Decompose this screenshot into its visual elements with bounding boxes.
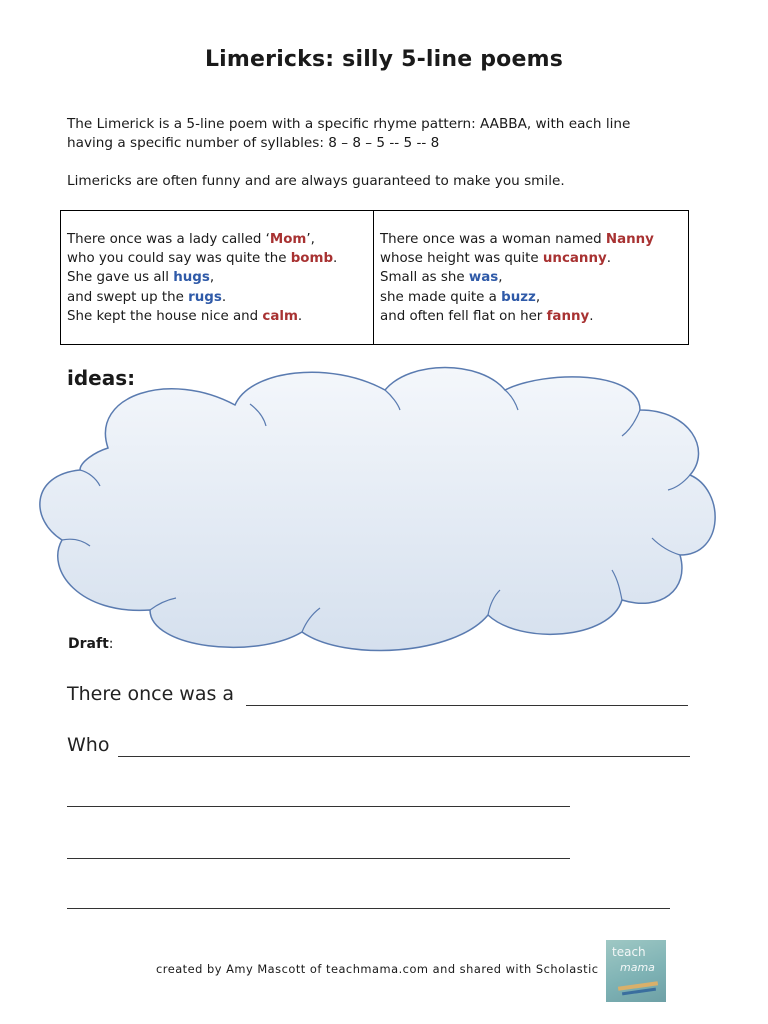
intro-line-3: Limericks are often funny and are always guaranteed to make you smile.: [67, 173, 565, 189]
rhyme-word: rugs: [188, 289, 222, 305]
rhyme-word: calm: [262, 308, 298, 324]
draft-line-5-blank[interactable]: [67, 892, 670, 909]
draft-label: Draft:: [68, 636, 114, 652]
poem-line: She gave us all hugs,: [67, 270, 215, 286]
rhyme-word: fanny: [546, 308, 590, 324]
rhyme-word: uncanny: [542, 251, 607, 267]
footer-credit: created by Amy Mascott of teachmama.com and shared with Scholastic: [156, 962, 599, 976]
intro-line-1: The Limerick is a 5-line poem with a specific rhyme pattern: AABBA, with each line: [67, 116, 631, 132]
rhyme-word: Nanny: [605, 232, 654, 247]
teachmama-logo: teach mama: [606, 940, 666, 1002]
draft-line-2-blank[interactable]: [118, 737, 690, 757]
rhyme-word: bomb: [290, 251, 334, 267]
rhyme-word: Mom: [269, 232, 307, 247]
poem-line: and often fell flat on her fanny.: [380, 308, 594, 324]
poem-line: Small as she was,: [380, 270, 503, 286]
rhyme-word: buzz: [501, 289, 536, 305]
rhyme-word: hugs: [173, 270, 210, 286]
poem-line: and swept up the rugs.: [67, 289, 227, 305]
poem-line: whose height was quite uncanny.: [380, 251, 611, 267]
poem-line: There once was a lady called ‘Mom’,: [67, 232, 315, 247]
poem-line: There once was a woman named Nanny: [380, 232, 654, 247]
rhyme-word: was: [468, 270, 499, 286]
poem-line: she made quite a buzz,: [380, 289, 541, 305]
draft-line-2-text: Who: [67, 734, 110, 756]
draft-line-3-blank[interactable]: [67, 790, 570, 807]
draft-line-1-text: There once was a: [67, 683, 235, 705]
draft-line-4-blank[interactable]: [67, 842, 570, 859]
poem-line: She kept the house nice and calm.: [67, 308, 303, 324]
intro-line-2: having a specific number of syllables: 8 – 8 – 5 -- 5 -- 8: [67, 135, 440, 151]
ideas-label: ideas:: [67, 366, 136, 390]
draft-line-1-blank[interactable]: [246, 686, 688, 706]
page-title: Limericks: silly 5-line poems: [204, 47, 564, 72]
poem-line: who you could say was quite the bomb.: [67, 251, 338, 267]
